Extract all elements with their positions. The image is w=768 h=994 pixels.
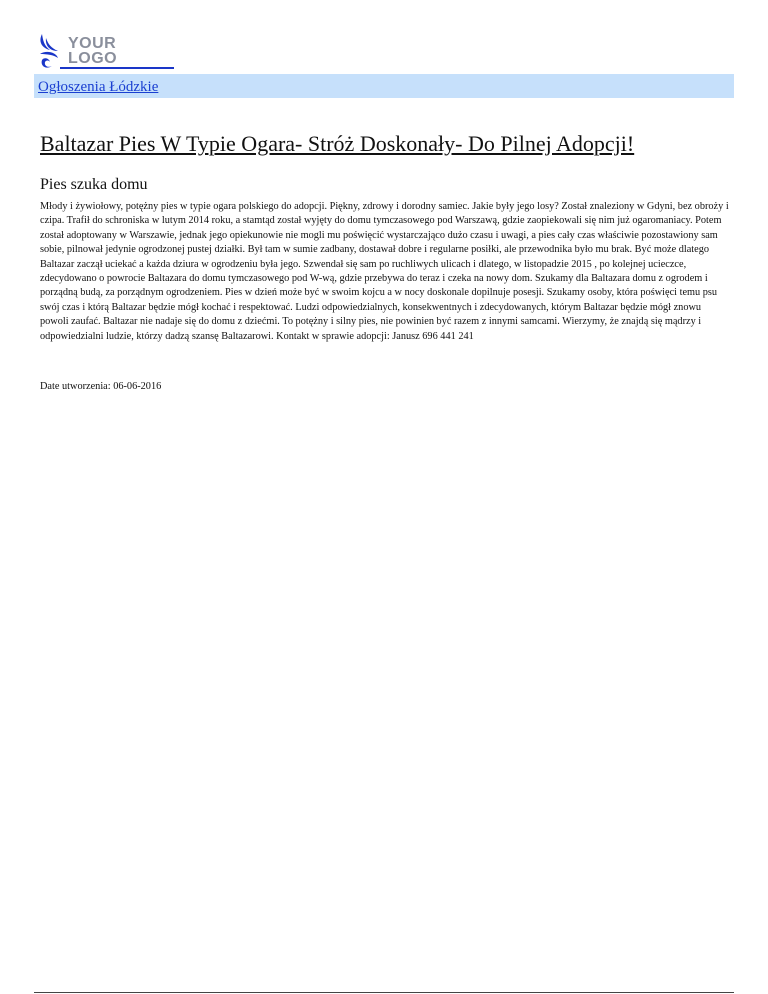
- creation-date: Date utworzenia: 06-06-2016: [40, 381, 162, 392]
- logo-text: [68, 36, 117, 66]
- article-subtitle: Pies szuka domu: [40, 176, 148, 193]
- site-name-link[interactable]: Ogłoszenia Łódzkie: [38, 79, 159, 95]
- site-banner: [34, 74, 734, 98]
- page-title: Baltazar Pies W Typie Ogara- Stróż Doskonały- Do Pilnej Adopcji!: [40, 131, 635, 156]
- logo-underline: [60, 67, 174, 69]
- footer-divider: [34, 992, 734, 993]
- logo-line-1: YOUR: [68, 35, 117, 52]
- article-body: Młody i żywiołowy, potężny pies w typie ogara polskiego do adopcji. Piękny, zdrowy i dorodny samiec. Jakie były jego losy? Został znaleziony w Gdyni, bez obroży i czipa. Trafił do schroniska w lutym 2014 roku, a stamtąd został wyjęty do domu tymczasowego pod Warszawą, gdzie zaopiekowali się nim już ogaromaniacy. Potem został adoptowany w Warszawie, jednak jego opiekunowie nie mogli mu poświęcić wystarczająco dużo czasu i uwagi, a pies cały czas właściwie pozostawiony sam sobie, pilnował jedynie ogrodzonej pustej działki. Był tam w sumie zadbany, dostawał dobre i regularne posiłki, ale przewodnika było mu brak. Być może dlatego Baltazar zaczął uciekać a każda dziura w ogrodzeniu była jego. Szwendał się sam po ruchliwych ulicach i dlatego, w listopadzie 2015 , po kolejnej ucieczce, zdecydowano o powrocie Baltazara do domu tymczasowego pod W-wą, gdzie przebywa do teraz i czeka na nowy dom. Szukamy dla Baltazara domu z ogrodem i porządną budą, za porządnym ogrodzeniem. Pies w dzień może być w swoim kojcu a w nocy doskonale dopilnuje posesji. Szukamy osoby, która poświęci temu psu swój czas i którą Baltazar będzie mógł kochać i respektować. Ludzi odpowiedzialnych, konsekwentnych i zdecydowanych, którym Baltazar będzie mógł znowu powoli zaufać. Baltazar nie nadaje się do domu z dziećmi. To potężny i silny pies, nie powinien być razem z innymi samcami. Wierzymy, że znajdą się mądrzy i odpowiedzialni ludzie, którzy dadzą szansę Baltazarowi. Kontakt w sprawie adopcji: Janusz 696 441 241: [40, 201, 729, 342]
- logo-line-2: LOGO: [68, 50, 118, 67]
- logo-link[interactable]: [36, 32, 146, 72]
- logo-icon: [36, 32, 66, 72]
